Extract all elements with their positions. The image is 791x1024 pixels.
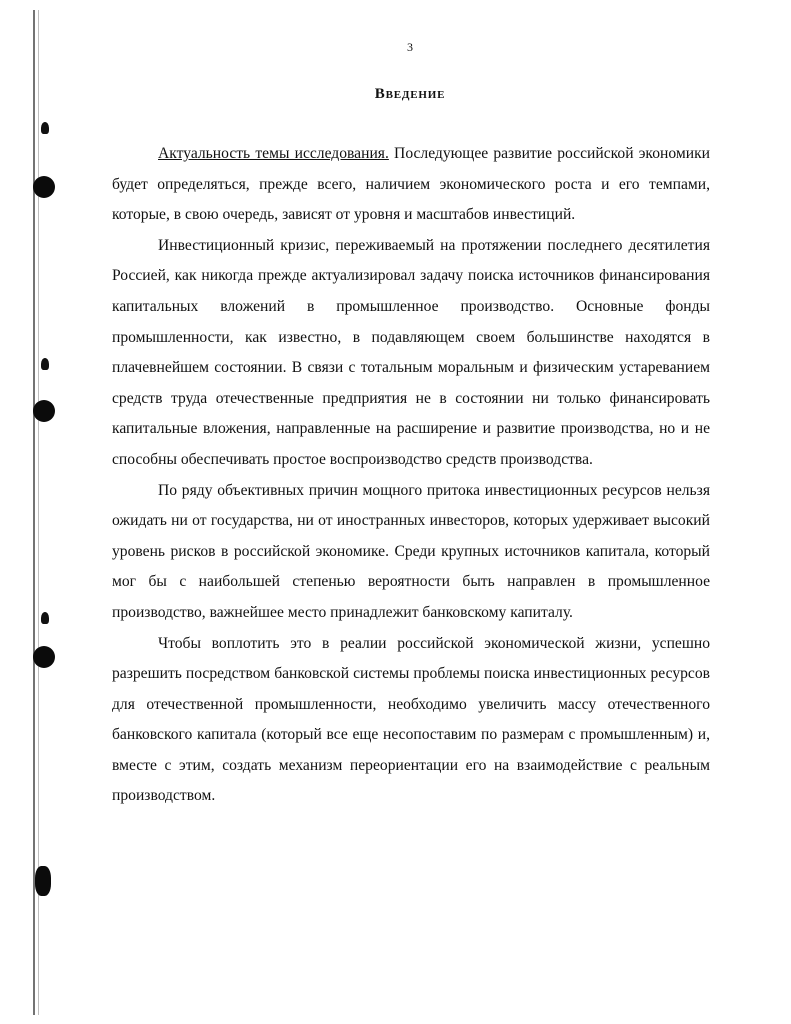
scan-mark <box>41 358 49 370</box>
binding-edge-line-secondary <box>38 10 39 1015</box>
binding-hole <box>33 646 55 668</box>
section-heading: Введение <box>374 86 446 102</box>
binding-hole <box>33 176 55 198</box>
binding-hole <box>33 400 55 422</box>
binding-hole <box>35 866 51 896</box>
scan-mark <box>41 612 49 624</box>
paragraph-text: Последующее развитие российской экономики будет определяться, прежде всего, наличием экономического роста и его темпами, которые, в свою очередь, зависят от уровня и масштабов инвестиций. <box>112 145 710 224</box>
paragraph <box>112 476 710 629</box>
paragraph <box>112 629 710 813</box>
paragraph-text: Чтобы воплотить это в реалии российской экономической жизни, успешно разрешить посредством банковской системы проблемы поиска инвестиционных ресурсов для отечественной промышленности, необходимо увеличить массу отечественного банковского капитала (который все еще несопоставим по размерам с промышленным) и, вместе с этим, создать механизм переориентации его на взаимодействие с реальным производством. <box>112 634 710 805</box>
scan-mark <box>41 122 49 134</box>
binding-edge-line <box>33 10 35 1015</box>
paragraph-lead: Актуальность темы исследования. <box>158 145 389 162</box>
paragraph <box>112 231 710 476</box>
paragraph-text: Инвестиционный кризис, переживаемый на протяжении последнего десятилетия Россией, как никогда прежде актуализировал задачу поиска источников финансирования капитальных вложений в промышленное производство. Основные фонды промышленности, как известно, в подавляющем своем большинстве находятся в плачевнейшем состоянии. В связи с тотальным моральным и физическим устареванием средств труда отечественные предприятия не в состоянии ни только финансировать капитальные вложения, направленные на расширение и развитие производства, но и не способны обеспечивать простое воспроизводство средств производства. <box>112 236 710 468</box>
body-text <box>112 139 710 812</box>
paragraph <box>112 139 710 231</box>
paragraph-text: По ряду объективных причин мощного притока инвестиционных ресурсов нельзя ожидать ни от государства, ни от иностранных инвесторов, которых удерживает высокий уровень рисков в российской экономике. Среди крупных источников капитала, который мог бы с наибольшей степенью вероятности быть направлен в промышленное производство, важнейшее место принадлежит банковскому капиталу. <box>112 481 710 621</box>
page-number: 3 <box>407 40 413 54</box>
